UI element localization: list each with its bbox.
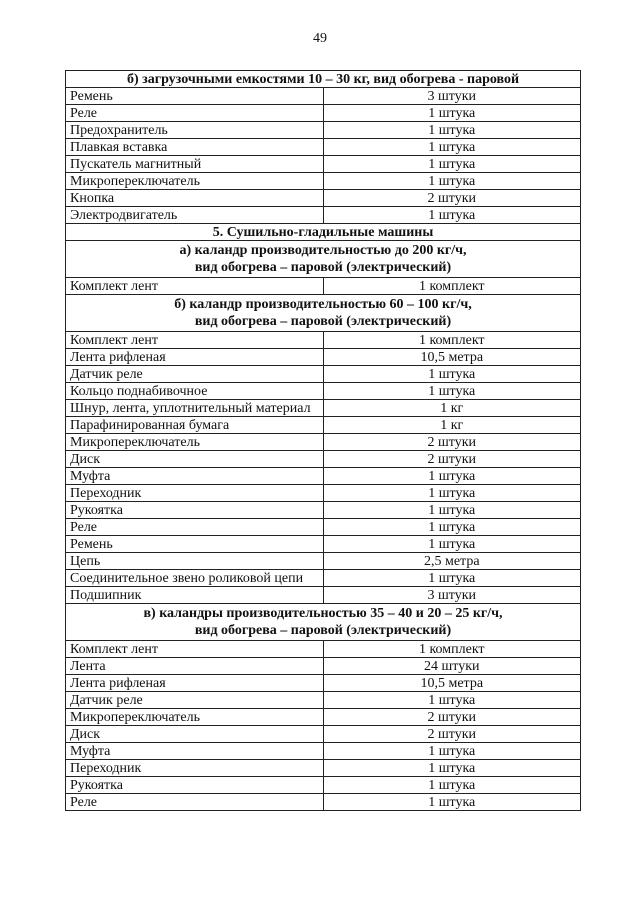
table-row — [66, 726, 581, 743]
table-row — [66, 794, 581, 811]
table-row — [66, 519, 581, 536]
item-quantity: 1 штука — [323, 794, 581, 811]
table-row — [66, 434, 581, 451]
section-heading-line: б) каландр производительностью 60 – 100 кг/ч, — [174, 297, 472, 312]
table-row — [66, 760, 581, 777]
section-heading — [66, 604, 581, 641]
section-heading-line: б) загрузочными емкостями 10 – 30 кг, вид обогрева - паровой — [126, 71, 520, 87]
section-heading — [66, 241, 581, 278]
item-quantity: 10,5 метра — [323, 349, 581, 366]
item-name: Датчик реле — [66, 366, 324, 383]
item-quantity: 1 штука — [323, 366, 581, 383]
table-row — [66, 570, 581, 587]
item-quantity: 1 штука — [323, 207, 581, 224]
section-heading-row — [66, 224, 581, 241]
table-row — [66, 709, 581, 726]
item-name: Кнопка — [66, 190, 324, 207]
item-quantity: 10,5 метра — [323, 675, 581, 692]
table-row — [66, 349, 581, 366]
table-row — [66, 675, 581, 692]
item-quantity: 1 штука — [323, 383, 581, 400]
item-name: Комплект лент — [66, 641, 324, 658]
section-heading-line: а) каландр производительностью до 200 кг/ч, — [179, 243, 467, 258]
item-name: Микропереключатель — [66, 434, 324, 451]
item-name: Парафинированная бумага — [66, 417, 324, 434]
table-row — [66, 105, 581, 122]
table-row — [66, 743, 581, 760]
item-name: Муфта — [66, 468, 324, 485]
spare-parts-table — [65, 70, 581, 811]
item-quantity: 1 штука — [323, 570, 581, 587]
item-name: Реле — [66, 519, 324, 536]
item-name: Переходник — [66, 485, 324, 502]
table-row — [66, 536, 581, 553]
section-heading-line: в) каландры производительностью 35 – 40 и 20 – 25 кг/ч, — [143, 606, 503, 621]
section-heading-line: вид обогрева – паровой (электрический) — [194, 623, 452, 638]
item-quantity: 1 штука — [323, 173, 581, 190]
item-name: Комплект лент — [66, 278, 324, 295]
item-quantity: 1 штука — [323, 743, 581, 760]
item-name: Реле — [66, 794, 324, 811]
item-name: Соединительное звено роликовой цепи — [66, 570, 324, 587]
table-row — [66, 485, 581, 502]
item-name: Муфта — [66, 743, 324, 760]
item-quantity: 1 кг — [323, 417, 581, 434]
item-name: Пускатель магнитный — [66, 156, 324, 173]
item-quantity: 2 штуки — [323, 434, 581, 451]
table-row — [66, 451, 581, 468]
item-quantity: 1 штука — [323, 502, 581, 519]
table-row — [66, 207, 581, 224]
item-name: Комплект лент — [66, 332, 324, 349]
item-name: Микропереключатель — [66, 173, 324, 190]
item-quantity: 1 комплект — [323, 278, 581, 295]
table-row — [66, 278, 581, 295]
item-name: Диск — [66, 726, 324, 743]
item-quantity: 1 штука — [323, 105, 581, 122]
section-heading — [66, 224, 581, 241]
page-number: 49 — [313, 31, 327, 46]
item-name: Микропереключатель — [66, 709, 324, 726]
item-name: Лента рифленая — [66, 349, 324, 366]
item-name: Цепь — [66, 553, 324, 570]
table-row — [66, 658, 581, 675]
item-name: Рукоятка — [66, 777, 324, 794]
item-quantity: 2 штуки — [323, 709, 581, 726]
table-row — [66, 88, 581, 105]
table-row — [66, 641, 581, 658]
item-quantity: 1 штука — [323, 485, 581, 502]
table-row — [66, 383, 581, 400]
table-row — [66, 366, 581, 383]
table-row — [66, 468, 581, 485]
item-name: Переходник — [66, 760, 324, 777]
item-quantity: 2,5 метра — [323, 553, 581, 570]
item-quantity: 1 штука — [323, 536, 581, 553]
item-name: Лента рифленая — [66, 675, 324, 692]
item-name: Подшипник — [66, 587, 324, 604]
item-name: Предохранитель — [66, 122, 324, 139]
item-name: Шнур, лента, уплотнительный материал — [66, 400, 324, 417]
item-name: Ремень — [66, 88, 324, 105]
item-quantity: 1 комплект — [323, 641, 581, 658]
item-name: Датчик реле — [66, 692, 324, 709]
section-heading — [66, 71, 581, 88]
item-quantity: 1 штука — [323, 777, 581, 794]
item-name: Плавкая вставка — [66, 139, 324, 156]
item-name: Реле — [66, 105, 324, 122]
table-row — [66, 502, 581, 519]
section-heading-row — [66, 604, 581, 641]
item-name: Лента — [66, 658, 324, 675]
item-quantity: 1 штука — [323, 156, 581, 173]
section-heading-row — [66, 295, 581, 332]
table-row — [66, 156, 581, 173]
section-heading — [66, 295, 581, 332]
item-quantity: 1 штука — [323, 692, 581, 709]
table-row — [66, 587, 581, 604]
table-row — [66, 400, 581, 417]
item-name: Кольцо поднабивочное — [66, 383, 324, 400]
item-quantity: 2 штуки — [323, 190, 581, 207]
item-name: Диск — [66, 451, 324, 468]
table-row — [66, 553, 581, 570]
item-quantity: 1 штука — [323, 519, 581, 536]
item-name: Электродвигатель — [66, 207, 324, 224]
item-quantity: 1 штука — [323, 760, 581, 777]
table-row — [66, 332, 581, 349]
item-quantity: 2 штуки — [323, 726, 581, 743]
item-name: Рукоятка — [66, 502, 324, 519]
item-quantity: 1 комплект — [323, 332, 581, 349]
item-quantity: 24 штуки — [323, 658, 581, 675]
section-heading-line: вид обогрева – паровой (электрический) — [194, 260, 452, 275]
item-name: Ремень — [66, 536, 324, 553]
section-heading-line: 5. Сушильно-гладильные машины — [212, 224, 434, 240]
table-row — [66, 173, 581, 190]
item-quantity: 1 штука — [323, 468, 581, 485]
table-row — [66, 692, 581, 709]
item-quantity: 3 штуки — [323, 88, 581, 105]
section-heading-row — [66, 241, 581, 278]
item-quantity: 3 штуки — [323, 587, 581, 604]
section-heading-row — [66, 71, 581, 88]
item-quantity: 1 кг — [323, 400, 581, 417]
item-quantity: 1 штука — [323, 122, 581, 139]
table-row — [66, 190, 581, 207]
table-row — [66, 417, 581, 434]
table-row — [66, 122, 581, 139]
section-heading-line: вид обогрева – паровой (электрический) — [194, 314, 452, 329]
table-row — [66, 777, 581, 794]
item-quantity: 1 штука — [323, 139, 581, 156]
table-row — [66, 139, 581, 156]
spare-parts-table-body — [66, 71, 581, 811]
item-quantity: 2 штуки — [323, 451, 581, 468]
